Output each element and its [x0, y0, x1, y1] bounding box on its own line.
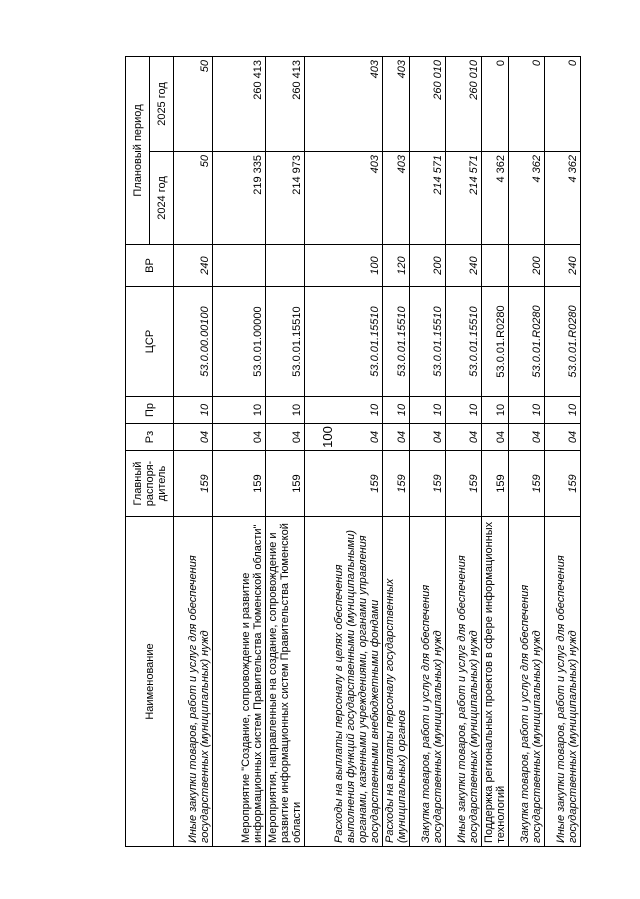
row-pr: 10 — [266, 397, 305, 424]
row-main-manager: 159 — [446, 451, 482, 517]
row-vr: 240 — [174, 245, 213, 287]
row-2025: 50 — [174, 57, 213, 152]
table-row — [509, 57, 545, 847]
row-name: Закупка товаров, работ и услуг для обеспечения государственных (муниципальных) нужд — [410, 517, 446, 847]
row-2024: 4 362 — [509, 152, 545, 245]
row-name: Расходы на выплаты персоналу государственных (муниципальных) органов — [383, 517, 410, 847]
row-2024: 50 — [174, 152, 213, 245]
row-name: Поддержка региональных проектов в сфере информационных технологий — [482, 517, 509, 847]
row-2024: 403 — [383, 152, 410, 245]
row-2025: 260 413 — [266, 57, 305, 152]
row-pr: 10 — [213, 397, 266, 424]
row-name: Иные закупки товаров, работ и услуг для обеспечения государственных (муниципальных) нужд — [545, 517, 581, 847]
row-main-manager: 159 — [213, 451, 266, 517]
row-vr — [482, 245, 509, 287]
row-2024: 219 335 — [213, 152, 266, 245]
header-2025: 2025 год — [150, 57, 174, 152]
row-2024: 214 571 — [446, 152, 482, 245]
header-vr: ВР — [126, 245, 174, 287]
row-rz: 04 — [446, 424, 482, 451]
header-rz: Рз — [126, 424, 174, 451]
row-vr: 240 — [446, 245, 482, 287]
header-2024: 2024 год — [150, 152, 174, 245]
table-row — [266, 57, 305, 847]
row-2025: 260 010 — [446, 57, 482, 152]
row-name: Иные закупки товаров, работ и услуг для обеспечения государственных (муниципальных) нужд — [446, 517, 482, 847]
row-2025: 403 — [383, 57, 410, 152]
row-main-manager: 159 — [509, 451, 545, 517]
row-rz: 04 — [174, 424, 213, 451]
row-vr: 240 — [545, 245, 581, 287]
row-csr: 53.0.01.R0280 — [509, 287, 545, 397]
row-2025: 260 413 — [213, 57, 266, 152]
table-row — [545, 57, 581, 847]
row-2025: 260 010 — [410, 57, 446, 152]
row-pr: 10 — [174, 397, 213, 424]
row-csr: 53.0.01.15510 — [383, 287, 410, 397]
row-pr: 10 — [545, 397, 581, 424]
row-csr: 53.0.01.00000 — [213, 287, 266, 397]
row-rz: 04 — [383, 424, 410, 451]
row-rz: 04 — [305, 424, 383, 451]
row-vr — [266, 245, 305, 287]
header-plan-period: Плановый период — [126, 57, 150, 245]
rotated-table-area — [125, 57, 579, 847]
row-pr: 10 — [482, 397, 509, 424]
row-2024: 4 362 — [482, 152, 509, 245]
row-name: Мероприятие "Создание, сопровождение и развитие информационных систем Правительства Тюменской области" — [213, 517, 266, 847]
row-2024: 4 362 — [545, 152, 581, 245]
row-csr: 53.0.01.15510 — [305, 287, 383, 397]
row-csr: 53.0.00.00100 — [174, 287, 213, 397]
row-pr: 10 — [383, 397, 410, 424]
row-vr — [213, 245, 266, 287]
table-row — [446, 57, 482, 847]
row-name: Мероприятия, направленные на создание, сопровождение и развитие информационных систем Правительства Тюменской области — [266, 517, 305, 847]
row-rz: 04 — [545, 424, 581, 451]
row-vr: 200 — [410, 245, 446, 287]
table-row — [213, 57, 266, 847]
row-rz: 04 — [213, 424, 266, 451]
row-name: Расходы на выплаты персоналу в целях обеспечения выполнения функций государственными (муниципальными) органами, казенными учреждениями, органами управления государственными внебюджетными фондами — [305, 517, 383, 847]
row-csr: 53.0.01.15510 — [410, 287, 446, 397]
table-row — [305, 57, 383, 847]
row-rz: 04 — [410, 424, 446, 451]
row-main-manager: 159 — [305, 451, 383, 517]
row-csr: 53.0.01.R0280 — [545, 287, 581, 397]
header-name: Наименование — [126, 517, 174, 847]
table-row — [482, 57, 509, 847]
row-rz: 04 — [482, 424, 509, 451]
row-rz: 04 — [266, 424, 305, 451]
row-2024: 214 973 — [266, 152, 305, 245]
header-csr: ЦСР — [126, 287, 174, 397]
row-main-manager: 159 — [266, 451, 305, 517]
header-pr: Пр — [126, 397, 174, 424]
row-2025: 0 — [509, 57, 545, 152]
row-pr: 10 — [305, 397, 383, 424]
row-csr: 53.0.01.15510 — [266, 287, 305, 397]
row-csr: 53.0.01.15510 — [446, 287, 482, 397]
row-pr: 10 — [446, 397, 482, 424]
table-row — [383, 57, 410, 847]
row-2024: 214 571 — [410, 152, 446, 245]
row-main-manager: 159 — [545, 451, 581, 517]
row-pr: 10 — [509, 397, 545, 424]
row-2025: 0 — [482, 57, 509, 152]
row-2025: 0 — [545, 57, 581, 152]
row-vr: 100 — [305, 245, 383, 287]
page-number: 100 — [320, 426, 335, 448]
row-name: Иные закупки товаров, работ и услуг для обеспечения государственных (муниципальных) нужд — [174, 517, 213, 847]
row-2025: 403 — [305, 57, 383, 152]
header-main-manager: Главный распоря-дитель — [126, 451, 174, 517]
table-row — [410, 57, 446, 847]
row-main-manager: 159 — [410, 451, 446, 517]
row-rz: 04 — [509, 424, 545, 451]
budget-table — [125, 56, 581, 847]
row-main-manager: 159 — [383, 451, 410, 517]
table-row — [174, 57, 213, 847]
row-2024: 403 — [305, 152, 383, 245]
row-main-manager: 159 — [482, 451, 509, 517]
row-main-manager: 159 — [174, 451, 213, 517]
row-csr: 53.0.01.R0280 — [482, 287, 509, 397]
row-name: Закупка товаров, работ и услуг для обеспечения государственных (муниципальных) нужд — [509, 517, 545, 847]
row-vr: 200 — [509, 245, 545, 287]
row-vr: 120 — [383, 245, 410, 287]
row-pr: 10 — [410, 397, 446, 424]
